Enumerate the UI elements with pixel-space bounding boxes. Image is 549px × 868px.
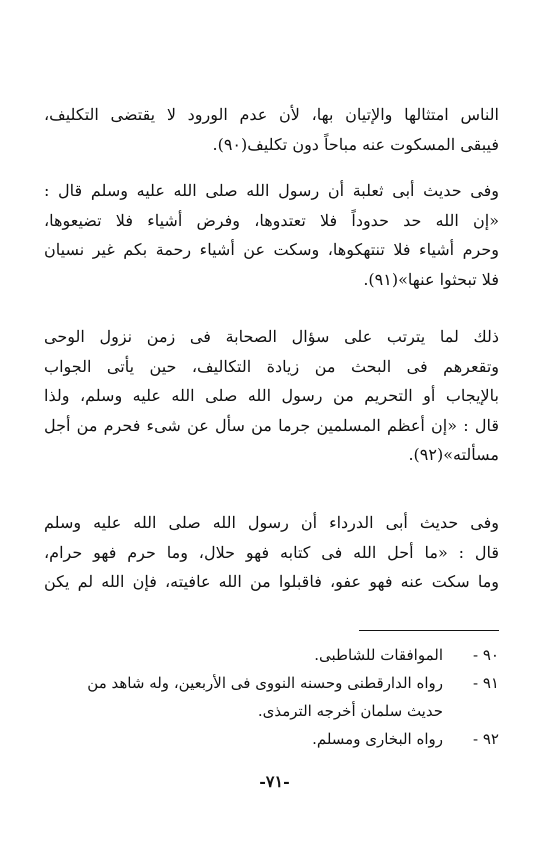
- footnote-text: رواه الدارقطنى وحسنه النووى فى الأربعين، وله شاهد من: [87, 674, 443, 692]
- footnote-text: رواه البخارى ومسلم.: [312, 730, 443, 748]
- footnote-90: [44, 641, 499, 669]
- text-line: وفى حديث أبى الدرداء أن رسول الله صلى الله عليه وسلم: [44, 513, 499, 532]
- footnote-number: ٩٢ -: [473, 730, 499, 748]
- text-line: فيبقى المسكوت عنه مباحاً دون تكليف(٩٠).: [212, 134, 499, 154]
- text-line: ذلك لما يترتب على سؤال الصحابة فى زمن نزول الوحى: [44, 327, 499, 346]
- text-line: وتقعرهم فى البحث من زيادة التكاليف، حين يأتى الجواب: [44, 356, 499, 376]
- text-line: وما سكت عنه فهو عفو، فاقبلوا من الله عافيته، فإن الله لم يكن: [44, 572, 499, 591]
- text-line: قال : «إن أعظم المسلمين جرما من سأل عن شىء فحرم من أجل: [44, 415, 499, 435]
- footnote-92: [44, 725, 499, 753]
- text-line: بالإيجاب أو التحريم من رسول الله صلى الله عليه وسلم، ولذا: [44, 386, 499, 405]
- page-number: -٧١-: [259, 772, 290, 791]
- text-line: وفى حديث أبى ثعلبة أن رسول الله صلى الله عليه وسلم قال :: [44, 181, 499, 200]
- footnote-divider: [359, 630, 499, 631]
- footnotes: [44, 641, 499, 753]
- text-line: وحرم أشياء فلا تنتهكوها، وسكت عن أشياء رحمة بكم غير نسيان: [44, 240, 499, 259]
- text-line: الناس امتثالها والإتيان بها، لأن عدم الورود لا يقتضى التكليف،: [44, 105, 499, 124]
- text-line: قال : «ما أحل الله فى كتابه فهو حلال، وما حرم فهو حرام،: [44, 542, 499, 562]
- footnote-text: الموافقات للشاطبى.: [314, 646, 443, 664]
- text-line: «إن الله حد حدوداً فلا تعتدوها، وفرض أشياء فلا تضيعوها،: [44, 210, 499, 230]
- paragraph-2: [44, 176, 499, 294]
- paragraph-1: [44, 100, 499, 159]
- paragraph-4: [44, 508, 499, 597]
- text-line: مسألته»(٩٢).: [408, 445, 499, 464]
- text-line: فلا تبحثوا عنها»(٩١).: [363, 269, 499, 289]
- paragraph-3: [44, 322, 499, 470]
- footnote-text-continuation: حديث سلمان أخرجه الترمذى.: [257, 702, 443, 720]
- footnote-number: ٩١ -: [473, 674, 499, 692]
- footnote-number: ٩٠ -: [473, 646, 499, 664]
- footnote-91: [44, 669, 499, 725]
